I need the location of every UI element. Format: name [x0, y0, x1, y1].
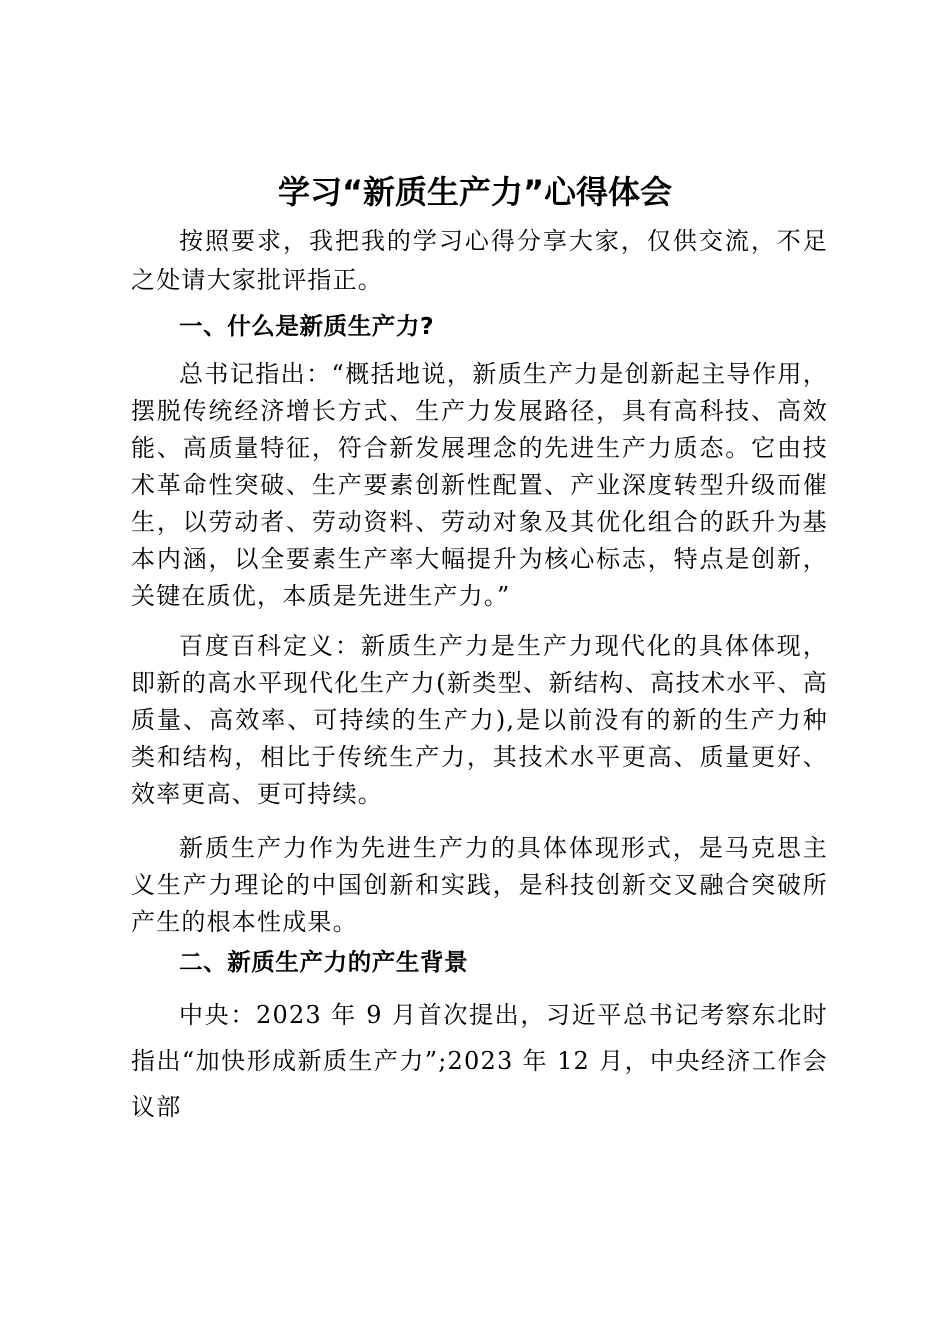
- section-1-paragraph-1: 总书记指出：“概括地说，新质生产力是创新起主导作用，摆脱传统经济增长方式、生产力发展路径，具有高科技、高效能、高质量特征，符合新发展理念的先进生产力质态。它由技术革命性突破、生产要素创新性配置、产业深度转型升级而催生，以劳动者、劳动资料、劳动对象及其优化组合的跃升为基本内涵，以全要素生产率大幅提升为核心标志，特点是创新，关键在质优，本质是先进生产力。”: [131, 360, 828, 610]
- section-1-paragraph-3: 新质生产力作为先进生产力的具体体现形式，是马克思主义生产力理论的中国创新和实践，是科技创新交叉融合突破所产生的根本性成果。: [131, 834, 828, 936]
- section-1-paragraph-2: 百度百科定义：新质生产力是生产力现代化的具体体现，即新的高水平现代化生产力(新类型、新结构、高技术水平、高质量、高效率、可持续的生产力),是以前没有的新的生产力种类和结构，相比于传统生产力，其技术水平更高、质量更好、效率更高、更可持续。: [131, 632, 828, 808]
- section-2-heading: 二、新质生产力的产生背景: [179, 948, 469, 976]
- intro-paragraph: 按照要求，我把我的学习心得分享大家，仅供交流，不足之处请大家批评指正。: [131, 227, 828, 294]
- section-2-paragraph-1: 中央：2023 年 9 月首次提出，习近平总书记考察东北时指出“加快形成新质生产力”;2023 年 12 月，中央经济工作会议部: [131, 1001, 828, 1121]
- document-title: 学习“新质生产力”心得体会: [277, 173, 673, 211]
- section-1-heading: 一、什么是新质生产力?: [179, 312, 435, 340]
